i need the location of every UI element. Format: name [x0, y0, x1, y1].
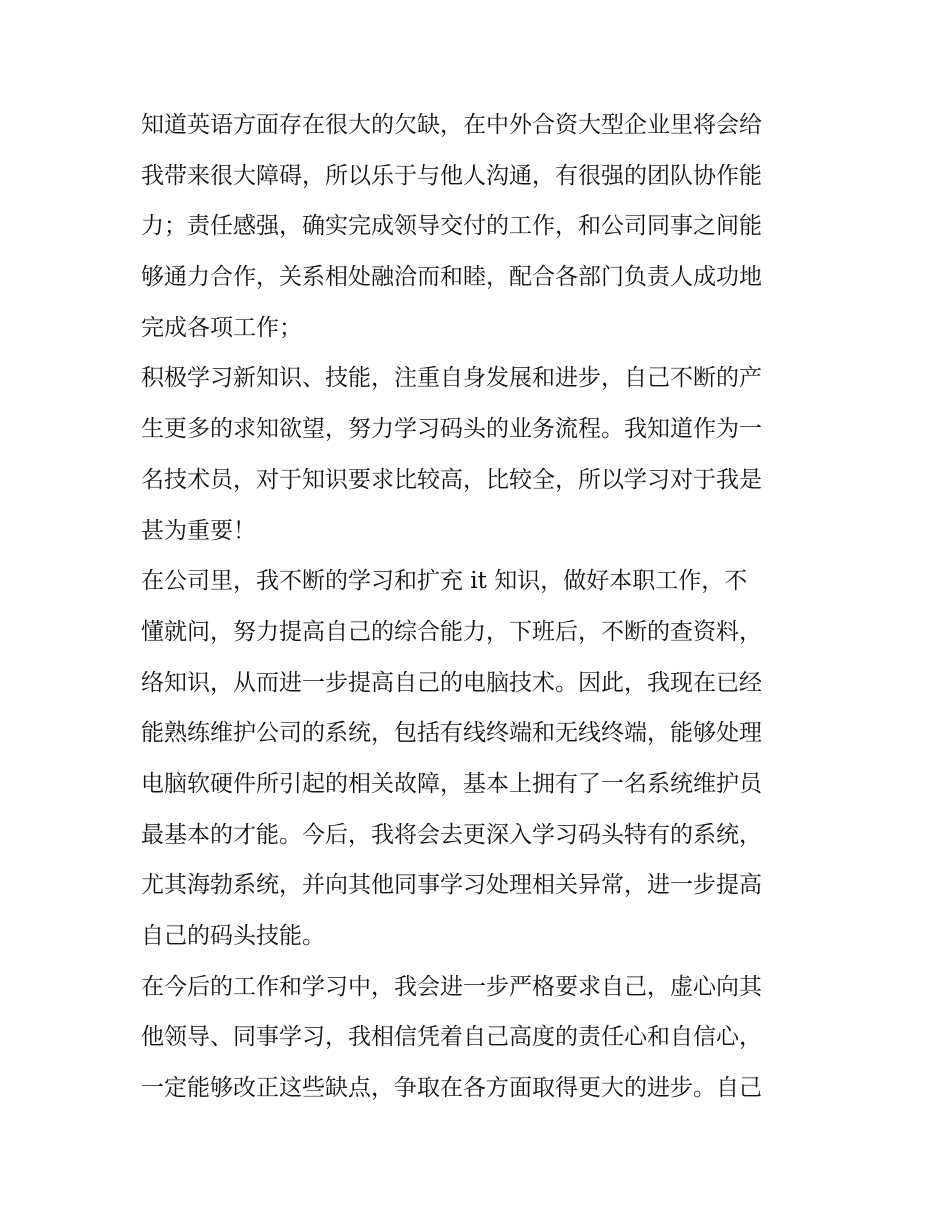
text-line: 完成各项工作； [141, 314, 302, 341]
text-line: 络知识，从而进一步提高自己的电脑技术。因此，我现在已经 [141, 669, 762, 696]
text-line: 名技术员，对于知识要求比较高，比较全，所以学习对于我是 [141, 466, 762, 493]
text-line: 能熟练维护公司的系统，包括有线终端和无线终端，能够处理 [141, 720, 762, 747]
text-line: 电脑软硬件所引起的相关故障，基本上拥有了一名系统维护员 [141, 770, 762, 797]
text-line: 在今后的工作和学习中，我会进一步严格要求自己，虚心向其 [141, 973, 762, 1000]
text-line: 我带来很大障碍，所以乐于与他人沟通，有很强的团队协作能 [141, 162, 762, 189]
text-line: 他领导、同事学习，我相信凭着自己高度的责任心和自信心， [141, 1024, 762, 1051]
text-line: 一定能够改正这些缺点，争取在各方面取得更大的进步。自己 [141, 1075, 762, 1102]
text-line: 懂就问，努力提高自己的综合能力，下班后，不断的查资料， [141, 618, 762, 645]
text-line: 在公司里，我不断的学习和扩充 it 知识，做好本职工作，不 [141, 568, 748, 595]
text-line: 知道英语方面存在很大的欠缺，在中外合资大型企业里将会给 [141, 112, 762, 138]
text-line: 自己的码头技能。 [141, 923, 325, 949]
text-line: 尤其海勃系统，并向其他同事学习处理相关异常，进一步提高 [141, 872, 762, 899]
text-line: 最基本的才能。今后，我将会去更深入学习码头特有的系统， [141, 821, 762, 848]
document-body [141, 100, 821, 1114]
text-line: 积极学习新知识、技能，注重自身发展和进步，自己不断的产 [141, 365, 762, 392]
text-line: 生更多的求知欲望，努力学习码头的业务流程。我知道作为一 [141, 416, 762, 443]
text-line: 甚为重要！ [141, 517, 256, 544]
text-line: 够通力合作，关系相处融洽而和睦，配合各部门负责人成功地 [141, 264, 762, 291]
text-line: 力；责任感强，确实完成领导交付的工作，和公司同事之间能 [141, 213, 762, 240]
